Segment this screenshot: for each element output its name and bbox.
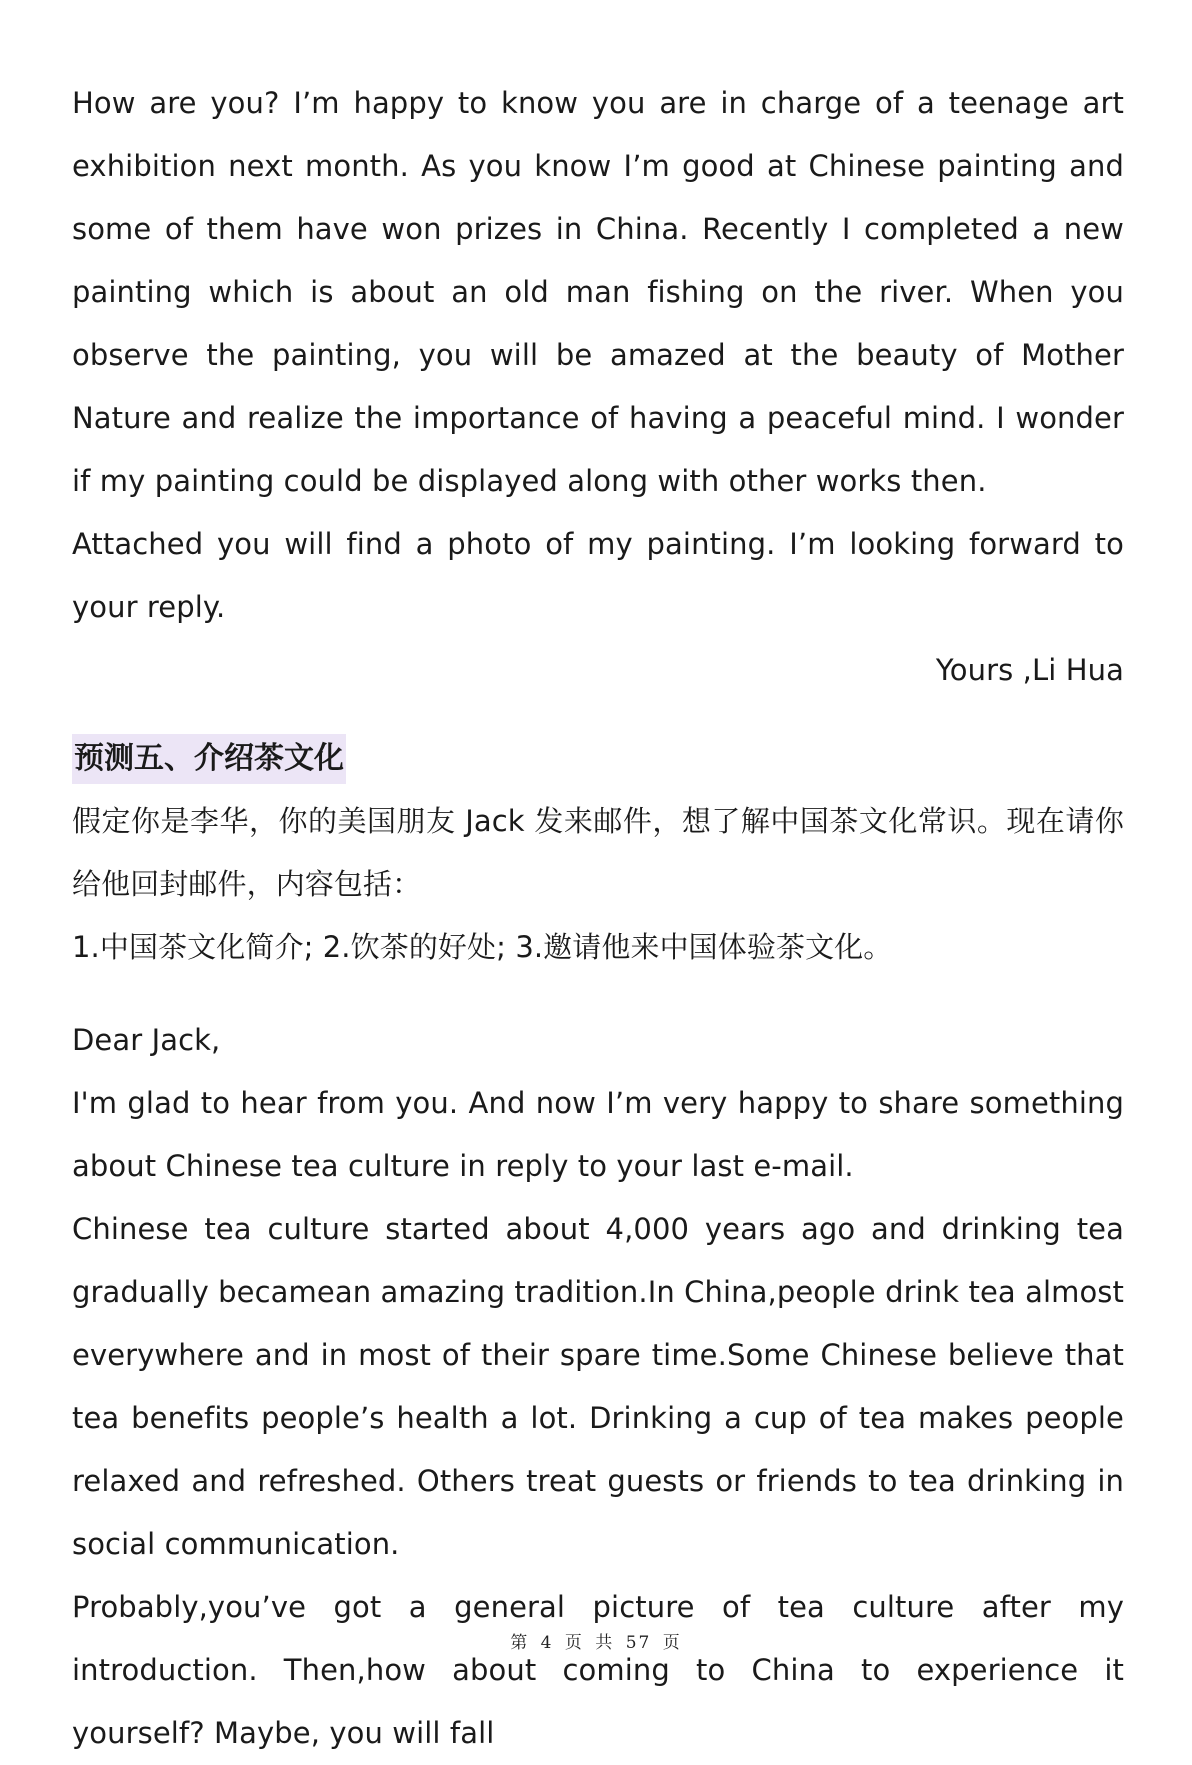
section-title: 预测五、介绍茶文化 (72, 734, 346, 784)
footer-page-word: 页 (564, 1633, 584, 1653)
footer-total-word: 共 (595, 1633, 615, 1653)
section-spacer (72, 702, 1124, 734)
footer-suffix: 页 (662, 1633, 682, 1653)
footer-total-pages: 57 (625, 1633, 652, 1653)
letter2-salutation: Dear Jack, (72, 1023, 221, 1057)
task-prompt: 假定你是李华，你的美国朋友 Jack 发来邮件，想了解中国茶文化常识。现在请你给他回封邮件，内容包括： (72, 804, 1124, 901)
letter-spacer (72, 979, 1124, 1009)
footer-prefix: 第 (510, 1633, 530, 1653)
footer-current-page: 4 (540, 1633, 554, 1653)
document-page (72, 72, 1124, 1765)
letter2-paragraph-1: I'm glad to hear from you. And now I’m very happy to share something about Chinese tea culture in reply to your last e-mail. (72, 1086, 1124, 1183)
section-title-wrap (72, 734, 1124, 784)
letter2-paragraph-3: Probably,you’ve got a general picture of tea culture after my introduction. Then,how about coming to China to experience it yourself? Maybe, you will fall (72, 1590, 1124, 1750)
letter1-paragraph-1: How are you? I’m happy to know you are in charge of a teenage art exhibition next month. As you know I’m good at Chinese painting and some of them have won prizes in China. Recently I completed a new painting which is about an old man fishing on the river. When you observe the painting, you will be amazed at the beauty of Mother Nature and realize the importance of having a peaceful mind. I wonder if my painting could be displayed along with other works then. (72, 86, 1124, 498)
letter2-paragraph-2: Chinese tea culture started about 4,000 years ago and drinking tea gradually becamean amazing tradition.In China,people drink tea almost everywhere and in most of their spare time.Some Chinese believe that tea benefits people’s health a lot. Drinking a cup of tea makes people relaxed and refreshed. Others treat guests or friends to tea drinking in social communication. (72, 1212, 1124, 1561)
letter1-signoff: Yours ,Li Hua (935, 653, 1124, 687)
page-footer (0, 1628, 1192, 1653)
letter1-paragraph-2: Attached you will find a photo of my painting. I’m looking forward to your reply. (72, 527, 1124, 624)
task-points: 1.中国茶文化简介; 2.饮茶的好处; 3.邀请他来中国体验茶文化。 (72, 930, 893, 964)
